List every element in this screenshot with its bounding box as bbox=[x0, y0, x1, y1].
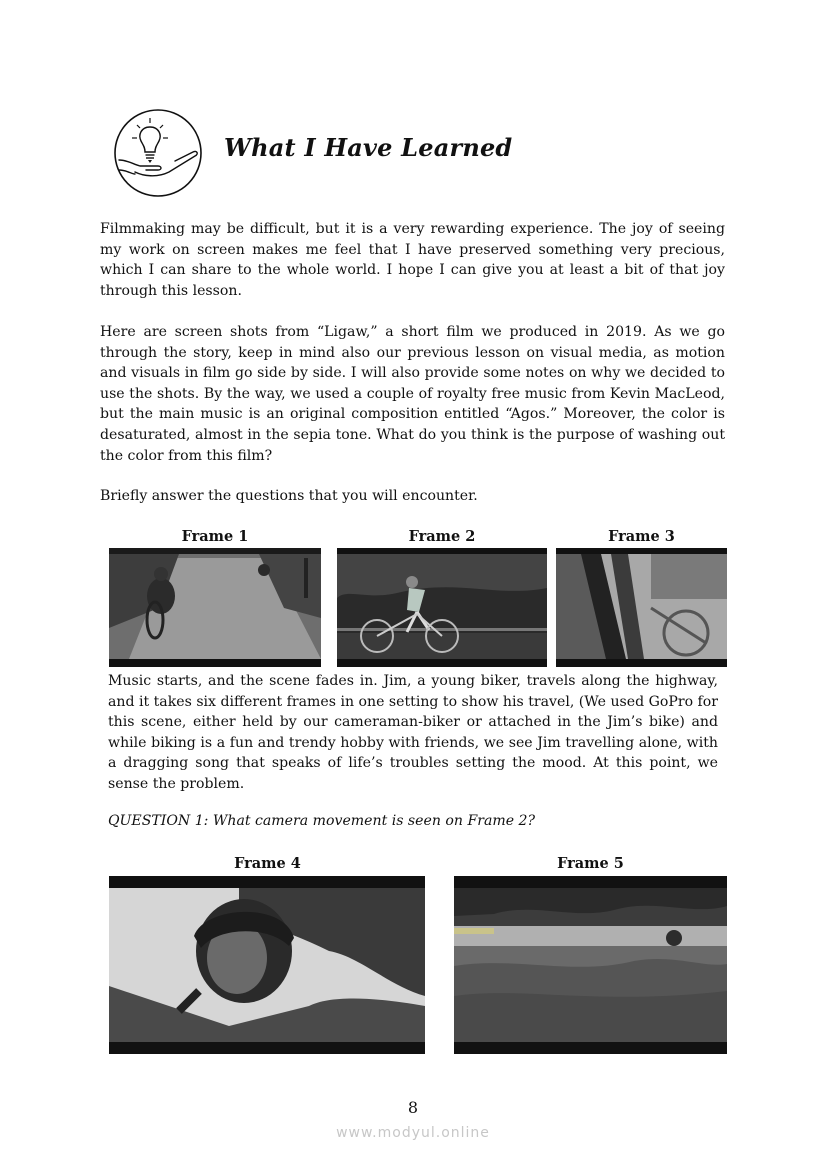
page-number: 8 bbox=[407, 1098, 419, 1117]
frame-2-label: Frame 2 bbox=[408, 528, 476, 545]
frame-3-label: Frame 3 bbox=[608, 528, 675, 545]
question-1: QUESTION 1: What camera movement is seen on Frame 2? bbox=[108, 813, 536, 829]
frame-5-image bbox=[454, 876, 727, 1054]
ligaw-paragraph: Here are screen shots from “Ligaw,” a short film we produced in 2019. As we go through the story, keep in mind also our previous lesson on visual media, as motion and visuals in film go side by side. I will also provide some notes on why we decided to use the shots. By the way, we used a couple of royalty free music from Kevin MacLeod, but the main music is an original composition entitled “Agos.” Moreover, the color is desaturated, almost in the sepia tone. What do you think is the purpose of washing out the color from this film? bbox=[100, 324, 725, 464]
frame-3-image bbox=[556, 548, 727, 667]
frame-4-image bbox=[109, 876, 425, 1054]
frame-1-label: Frame 1 bbox=[181, 528, 249, 545]
frame-5-label: Frame 5 bbox=[557, 855, 624, 872]
instruction-paragraph: Briefly answer the questions that you will encounter. bbox=[100, 488, 478, 504]
lightbulb-in-hand-icon bbox=[113, 108, 203, 198]
frame-4-label: Frame 4 bbox=[234, 855, 301, 872]
frame-2-image bbox=[337, 548, 547, 667]
page-title: What I Have Learned bbox=[224, 133, 513, 162]
intro-paragraph: Filmmaking may be difficult, but it is a very rewarding experience. The joy of seeing my work on screen makes me feel that I have preserved something very precious, which I can share to the whole world. I hope I can give you at least a bit of that joy through this lesson. bbox=[100, 221, 725, 299]
frame-1-image bbox=[109, 548, 321, 667]
scene-paragraph: Music starts, and the scene fades in. Jim, a young biker, travels along the highway, and it takes six different frames in one setting to show his travel, (We used GoPro for this scene, either held by our cameraman-biker or attached in the Jim’s bike) and while biking is a fun and trendy hobby with friends, we see Jim travelling alone, with a dragging song that speaks of life’s troubles setting the mood. At this point, we sense the problem. bbox=[108, 673, 718, 792]
watermark: www.modyul.online bbox=[336, 1125, 490, 1141]
